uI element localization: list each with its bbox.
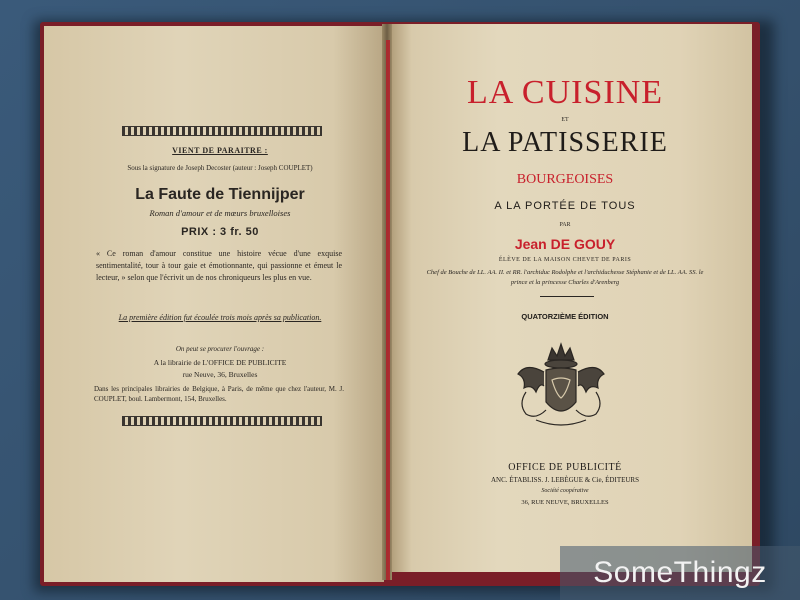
other-bookshops-note: Dans les principales librairies de Belgique, à Paris, de même que chez l'auteur, M. J. COUPLET, boul. Lambermont, 154, Bruxelles. [94, 385, 344, 403]
book-title-bourgeoises: BOURGEOISES [516, 172, 614, 187]
first-edition-note: La première édition fut écoulée trois mois après sa publication. [118, 313, 322, 322]
price-line: PRIX : 3 fr. 50 [181, 226, 259, 238]
left-page [44, 26, 384, 582]
bottom-ornament-border [122, 416, 322, 426]
author-signature-line: Sous la signature de Joseph Decoster (auteur : Joseph COUPLET) [127, 164, 313, 172]
advertised-book-subtitle: Roman d'amour et de mœurs bruxelloises [149, 208, 291, 218]
author-credential: ÉLÈVE DE LA MAISON CHEVET DE PARIS [498, 257, 632, 263]
author-chef-credential: Chef de Bouche de LL. AA. II. et RR. l'archiduc Rodolphe et l'archiduchesse Stéphanie et de LL. AA. SS. le prince et la princesse Charles d'Arenberg [426, 269, 704, 286]
book-title-line1: LA CUISINE [466, 74, 664, 111]
title-tagline: A LA PORTÉE DE TOUS [494, 200, 636, 212]
publisher-establishment: ANC. ÉTABLISS. J. LEBÈGUE & Cie, ÉDITEURS [491, 476, 639, 484]
title-conjunction: ET [561, 117, 569, 123]
bookshop-line: A la librairie de L'OFFICE DE PUBLICITE [153, 358, 287, 367]
advertised-book-title: La Faute de Tiennijper [135, 186, 305, 203]
bookshop-address: rue Neuve, 36, Bruxelles [182, 370, 258, 379]
par-label: PAR [559, 222, 571, 228]
watermark-logo: SomeThingz [560, 546, 800, 600]
vient-de-paraitre-heading: VIENT DE PARAITRE : [172, 146, 268, 155]
publisher-address: 36, RUE NEUVE, BRUXELLES [521, 499, 609, 506]
author-name: Jean DE GOUY [514, 236, 616, 252]
title-rule [540, 296, 594, 297]
book-title-line2: LA PATISSERIE [462, 127, 668, 158]
publisher-name: OFFICE DE PUBLICITÉ [508, 462, 622, 473]
review-quote: « Ce roman d'amour constitue une histoire vécue d'une exquise sentimentalité, tour à tour gaie et émotionnante, qui passionne et émeut le lecteur, » selon que l'écrivit un de nos chroniqueurs les plus en vue. [96, 249, 342, 282]
edition-label: QUATORZIÈME ÉDITION [521, 312, 609, 321]
publisher-society: Société coopérative [541, 488, 589, 494]
red-binding-ribbon [386, 40, 390, 580]
availability-line: On peut se procurer l'ouvrage : [175, 345, 265, 353]
top-ornament-border [122, 126, 322, 136]
coat-of-arms-emblem [496, 340, 626, 432]
